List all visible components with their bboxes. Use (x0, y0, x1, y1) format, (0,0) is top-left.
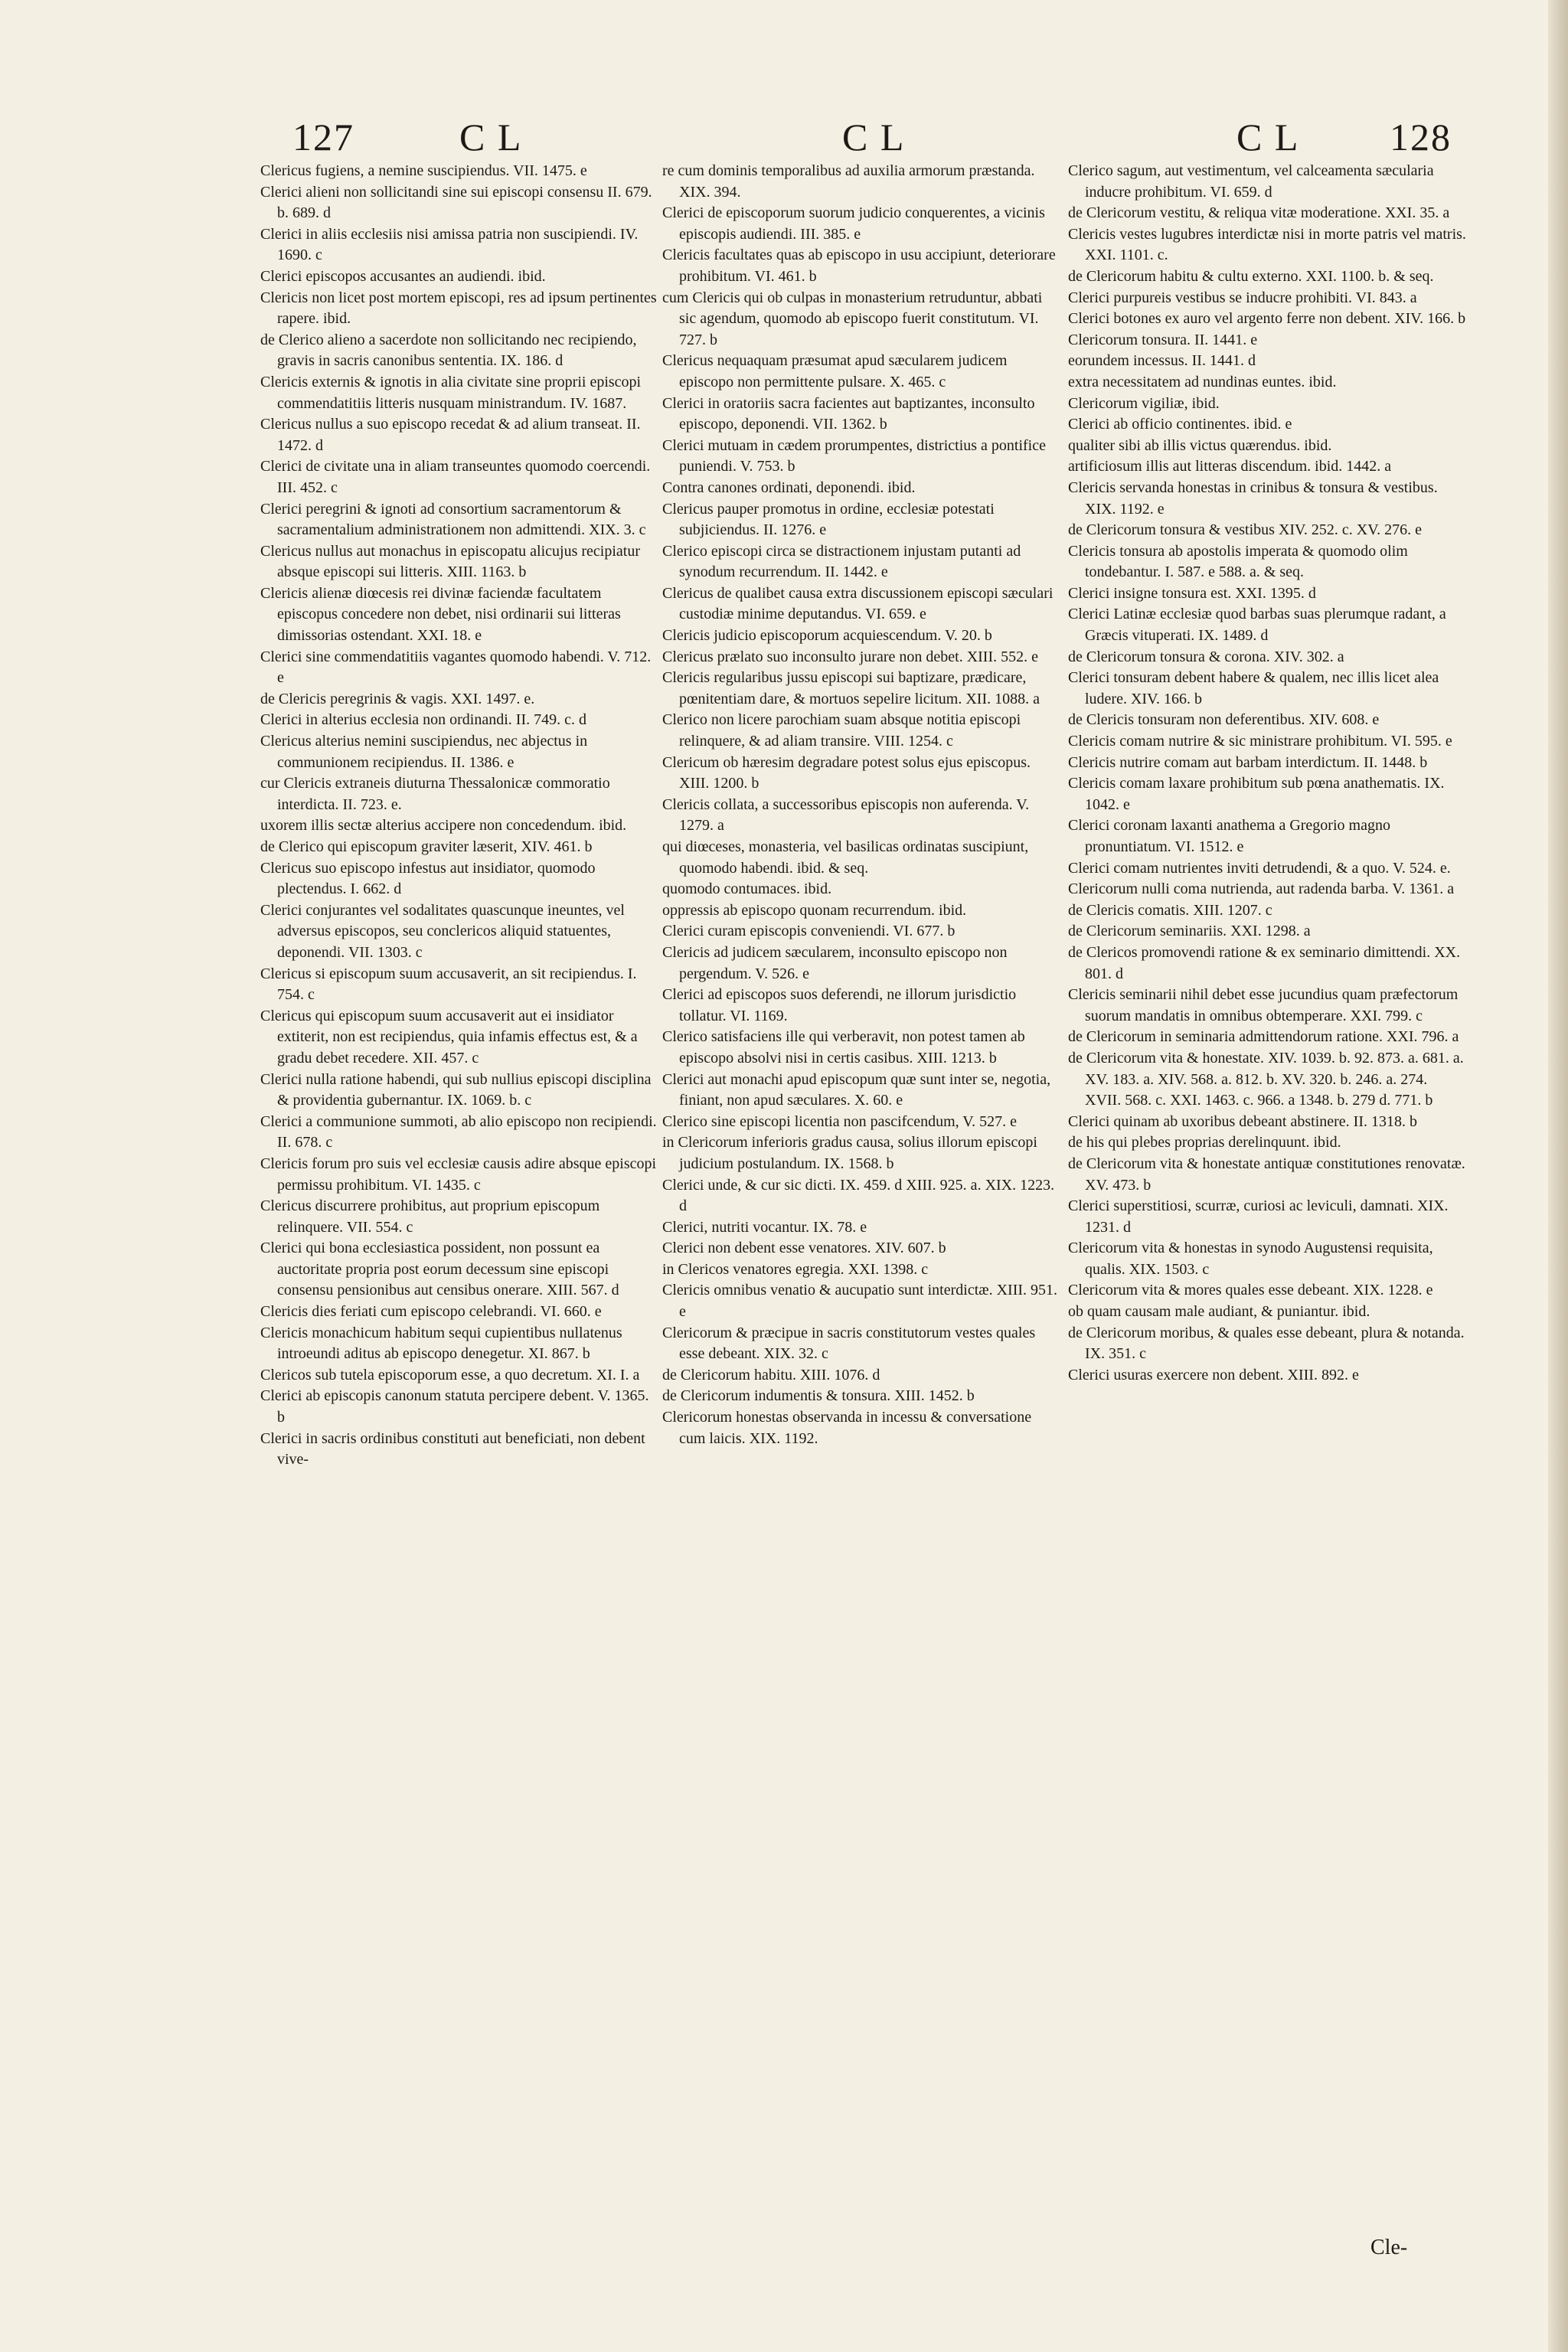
index-entry: Clerici ab officio continentes. ibid. e (1068, 416, 1292, 433)
index-entry: de Clericis comatis. XIII. 1207. c (1068, 901, 1272, 919)
running-head-center: C L (842, 116, 906, 158)
index-entry: de Clerico qui episcopum graviter læserit, XIV. 461. b (260, 838, 593, 855)
running-head-right: C L (1236, 116, 1300, 158)
page-edge (1548, 0, 1568, 2352)
index-entry: uxorem illis sectæ alterius accipere non concedendum. ibid. (260, 817, 627, 835)
index-entry: Clericorum vita & honestas in synodo Augustensi requisita, qualis. XIX. 1503. c (1068, 1240, 1433, 1278)
index-entry: ob quam causam male audiant, & puniantur. ibid. (1068, 1303, 1370, 1321)
index-entry: Clerici in aliis ecclesiis nisi amissa patria non suscipiendi. IV. 1690. c (260, 225, 639, 264)
page-number-right: 128 (1390, 116, 1452, 158)
index-entry: Clericus prælato suo inconsulto jurare non debet. XIII. 552. e (662, 648, 1038, 665)
index-column-1 (260, 161, 658, 1471)
index-entry: Clericus nequaquam præsumat apud sæcularem judicem episcopo non permittente pulsare. X. 465. c (662, 352, 1008, 390)
index-entry: de Clericorum seminariis. XXI. 1298. a (1068, 923, 1311, 940)
index-entry: Clerici de civitate una in aliam transeuntes quomodo coercendi. III. 452. c (260, 458, 651, 496)
index-entry: Clericis omnibus venatio & aucupatio sunt interdictæ. XIII. 951. e (662, 1282, 1058, 1321)
index-entry: Clericorum vigiliæ, ibid. (1068, 394, 1220, 412)
index-entry: de Clericorum vita & honestate. XIV. 1039. b. 92. 873. a. 681. a. XV. 183. a. XIV. 568. a. 812. b. XV. 320. b. 246. a. 274. XVII. 568. c. XXI. 1463. c. 966. a 1348. b. 279 d. 771. b (1068, 1049, 1464, 1109)
index-entry: Clericis comam nutrire & sic ministrare prohibitum. VI. 595. e (1068, 733, 1452, 750)
index-entry: de Clericorum in seminaria admittendorum ratione. XXI. 796. a (1068, 1028, 1459, 1046)
index-entry: Clerici mutuam in cædem prorumpentes, districtius a pontifice puniendi. V. 753. b (662, 436, 1046, 475)
index-entry: cum Clericis qui ob culpas in monasterium retruduntur, abbati sic agendum, quomodo ab episcopo fuerit constitutum. VI. 727. b (662, 289, 1043, 348)
index-entry: Clerici comam nutrientes inviti detrudendi, & a quo. V. 524. e. (1068, 859, 1451, 877)
index-entry: Clerici in sacris ordinibus constituti aut beneficiati, non debent vive- (260, 1429, 645, 1468)
index-entry: Clericus de qualibet causa extra discussionem episcopi sæculari custodiæ minime deputandus. VI. 659. e (662, 584, 1054, 623)
index-entry: Clericis alienæ diœcesis rei divinæ faciendæ facultatem episcopus concedere non debet, nisi ordinarii sui litteras dimissorias ostendant. XXI. 18. e (260, 584, 621, 645)
index-entry: Clericus discurrere prohibitus, aut proprium episcopum relinquere. VII. 554. c (260, 1197, 600, 1236)
index-entry: Clerici coronam laxanti anathema a Gregorio magno pronuntiatum. VI. 1512. e (1068, 817, 1390, 855)
index-entry: de Clericis peregrinis & vagis. XXI. 1497. e. (260, 690, 535, 707)
index-entry: eorundem incessus. II. 1441. d (1068, 352, 1256, 370)
index-entry: Clerico satisfaciens ille qui verberavit, non potest tamen ab episcopo absolvi nisi in certis casibus. XIII. 1213. b (662, 1028, 1025, 1067)
index-entry: Clericorum honestas observanda in incessu & conversatione cum laicis. XIX. 1192. (662, 1409, 1032, 1447)
index-entry: Clerici conjurantes vel sodalitates quascunque ineuntes, vel adversus episcopos, seu conclericos aliquid statuentes, deponendi. VII. 1303. c (260, 901, 625, 961)
index-entry: Clericus qui episcopum suum accusaverit aut ei insidiator extiterit, non est recipiendus, quia infamis effectus est, & a gradu debet recedere. XII. 457. c (260, 1007, 638, 1067)
index-entry: Clericis nutrire comam aut barbam interdictum. II. 1448. b (1068, 753, 1428, 771)
index-entry: Clericorum tonsura. II. 1441. e (1068, 331, 1258, 348)
index-entry: Clerici botones ex auro vel argento ferre non debent. XIV. 166. b (1068, 310, 1466, 328)
index-entry: Clericus alterius nemini suscipiendus, nec abjectus in communionem recipiendus. II. 1386. e (260, 733, 588, 771)
index-entry: Clericis servanda honestas in crinibus & tonsura & vestibus. XIX. 1192. e (1068, 479, 1438, 518)
index-entry: Clerici curam episcopis conveniendi. VI. 677. b (662, 923, 956, 940)
index-entry: Clericis externis & ignotis in alia civitate sine proprii episcopi commendatitiis litteris nusquam ministrandum. IV. 1687. (260, 373, 642, 412)
index-entry: Clericis forum pro suis vel ecclesiæ causis adire absque episcopi permissu prohibitum. VI. 1435. c (260, 1155, 657, 1194)
index-entry: Clericis facultates quas ab episcopo in usu accipiunt, deteriorare prohibitum. VI. 461. b (662, 247, 1056, 285)
index-entry: Clericum ob hæresim degradare potest solus ejus episcopus. XIII. 1200. b (662, 753, 1031, 792)
index-entry: Clerici tonsuram debent habere & qualem, nec illis licet alea ludere. XIV. 166. b (1068, 669, 1439, 707)
index-entry: Clericus suo episcopo infestus aut insidiator, quomodo plectendus. I. 662. d (260, 859, 596, 898)
index-entry: Clericus pauper promotus in ordine, ecclesiæ potestati subjiciendus. II. 1276. e (662, 500, 995, 539)
index-entry: Clerici ab episcopis canonum statuta percipere debent. V. 1365. b (260, 1387, 649, 1426)
running-head-left: C L (459, 116, 523, 158)
index-entry: Clerici, nutriti vocantur. IX. 78. e (662, 1218, 867, 1236)
index-entry: extra necessitatem ad nundinas euntes. ibid. (1068, 373, 1337, 390)
index-entry: Clerici ad episcopos suos deferendi, ne illorum jurisdictio tollatur. VI. 1169. (662, 986, 1017, 1024)
index-entry: artificiosum illis aut litteras discendum. ibid. 1442. a (1068, 458, 1392, 475)
index-entry: Clerico episcopi circa se distractionem injustam putanti ad synodum recurrendum. II. 1442. e (662, 542, 1021, 581)
index-entry: Clericus fugiens, a nemine suscipiendus. VII. 1475. e (260, 162, 587, 179)
index-entry: Clerico non licere parochiam suam absque notitia episcopi relinquere, & ad aliam transire. VIII. 1254. c (662, 711, 1021, 750)
index-entry: Clerici episcopos accusantes an audiendi. ibid. (260, 267, 546, 285)
index-entry: de Clerico alieno a sacerdote non sollicitando nec recipiendo, gravis in sacris canonibus sententia. IX. 186. d (260, 331, 637, 370)
index-entry: de Clericorum moribus, & quales esse debeant, plura & notanda. IX. 351. c (1068, 1324, 1465, 1363)
index-entry: de Clericorum habitu & cultu externo. XXI. 1100. b. & seq. (1068, 267, 1434, 285)
index-entry: Clericis non licet post mortem episcopi, res ad ipsum pertinentes rapere. ibid. (260, 289, 657, 328)
index-entry: Clericis dies feriati cum episcopo celebrandi. VI. 660. e (260, 1303, 602, 1321)
index-entry: Clerici insigne tonsura est. XXI. 1395. d (1068, 584, 1316, 602)
index-entry: quomodo contumaces. ibid. (662, 880, 832, 898)
index-entry: de Clericorum indumentis & tonsura. XIII. 1452. b (662, 1387, 975, 1405)
index-entry: de Clericorum vita & honestate antiquæ constitutiones renovatæ. XV. 473. b (1068, 1155, 1465, 1194)
index-entry: de Clericorum vestitu, & reliqua vitæ moderatione. XXI. 35. a (1068, 204, 1450, 222)
index-column-2 (662, 161, 1060, 1449)
index-entry: Clerici nulla ratione habendi, qui sub nullius episcopi disciplina & providentia gubernantur. IX. 1069. b. c (260, 1070, 652, 1109)
index-entry: qui diœceses, monasteria, vel basilicas ordinatas suscipiunt, quomodo habendi. ibid. & seq. (662, 838, 1029, 877)
index-entry: Clerici qui bona ecclesiastica possident, non possunt ea auctoritate propria post eorum decessum sine episcopi consensu pensionibus aut censibus onerare. XIII. 567. d (260, 1240, 619, 1299)
index-entry: in Clericorum inferioris gradus causa, solius illorum episcopi judicium postulandum. IX. 1568. b (662, 1134, 1037, 1172)
index-entry: de his qui plebes proprias derelinquunt. ibid. (1068, 1134, 1341, 1152)
index-entry: Clericis comam laxare prohibitum sub pœna anathematis. IX. 1042. e (1068, 775, 1445, 813)
index-entry: qualiter sibi ab illis victus quærendus. ibid. (1068, 436, 1332, 454)
index-entry: oppressis ab episcopo quonam recurrendum. ibid. (662, 901, 967, 919)
index-entry: Clerici alieni non sollicitandi sine sui episcopi consensu II. 679. b. 689. d (260, 183, 652, 222)
index-entry: Clericis vestes lugubres interdictæ nisi in morte patris vel matris. XXI. 1101. c. (1068, 225, 1466, 264)
index-entry: cur Clericis extraneis diuturna Thessalonicæ commoratio interdicta. II. 723. e. (260, 775, 610, 813)
index-entry: de Clericorum tonsura & corona. XIV. 302. a (1068, 648, 1344, 665)
index-entry: Clericis tonsura ab apostolis imperata & quomodo olim tondebantur. I. 587. e 588. a. & seq. (1068, 542, 1408, 581)
index-entry: Clericis collata, a successoribus episcopis non auferenda. V. 1279. a (662, 795, 1030, 835)
index-entry: Clericis regularibus jussu episcopi sui baptizare, prædicare, pœnitentiam dare, & mortuos sepelire licitum. XII. 1088. a (662, 669, 1040, 707)
index-entry: Clericorum nulli coma nutrienda, aut radenda barba. V. 1361. a (1068, 880, 1455, 898)
index-entry: Clerici purpureis vestibus se inducre prohibiti. VI. 843. a (1068, 289, 1417, 306)
index-entry: Clericus nullus aut monachus in episcopatu alicujus recipiatur absque episcopi sui litteris. XIII. 1163. b (260, 542, 640, 581)
index-entry: Clerici aut monachi apud episcopum quæ sunt inter se, negotia, finiant, non apud sæculares. X. 60. e (662, 1070, 1051, 1109)
index-entry: Clerici in oratoriis sacra facientes aut baptizantes, inconsulto episcopo, deponendi. VII. 1362. b (662, 394, 1035, 433)
index-entry: re cum dominis temporalibus ad auxilia armorum præstanda. XIX. 394. (662, 162, 1035, 201)
index-entry: de Clericis tonsuram non deferentibus. XIV. 608. e (1068, 711, 1380, 729)
index-entry: Clerici quinam ab uxoribus debeant abstinere. II. 1318. b (1068, 1112, 1417, 1130)
index-entry: Clericis judicio episcoporum acquiescendum. V. 20. b (662, 627, 992, 645)
index-column-3 (1068, 161, 1466, 1386)
index-entry: de Clericorum habitu. XIII. 1076. d (662, 1366, 880, 1383)
index-entry: Clerici a communione summoti, ab alio episcopo non recipiendi. II. 678. c (260, 1112, 657, 1152)
index-entry: Clerici non debent esse venatores. XIV. 607. b (662, 1240, 946, 1257)
index-entry: Clerici peregrini & ignoti ad consortium sacramentorum & sacramentalium administrationem non admittendi. XIX. 3. c (260, 500, 646, 539)
index-entry: de Clericos promovendi ratione & ex seminario dimittendi. XX. 801. d (1068, 943, 1461, 982)
index-entry: Clericis seminarii nihil debet esse jucundius quam præfectorum suorum mandatis in omnibus obtemperare. XXI. 799. c (1068, 986, 1459, 1024)
page-number-left: 127 (292, 116, 354, 158)
index-entry: Clerico sagum, aut vestimentum, vel calceamenta sæcularia inducre prohibitum. VI. 659. d (1068, 162, 1434, 201)
index-entry: Clerici sine commendatitiis vagantes quomodo habendi. V. 712. e (260, 648, 652, 687)
index-entry: Clericus nullus a suo episcopo recedat & ad alium transeat. II. 1472. d (260, 416, 641, 454)
index-entry: Clericis ad judicem sæcularem, inconsulto episcopo non pergendum. V. 526. e (662, 943, 1008, 982)
index-entry: Clerici de episcoporum suorum judicio conquerentes, a vicinis episcopis audiendi. III. 385. e (662, 204, 1045, 243)
index-entry: Clerico sine episcopi licentia non pascifcendum, V. 527. e (662, 1112, 1018, 1130)
index-entry: Clericus si episcopum suum accusaverit, an sit recipiendus. I. 754. c (260, 965, 637, 1004)
index-entry: Clerici usuras exercere non debent. XIII. 892. e (1068, 1366, 1359, 1383)
index-entry: Clerici unde, & cur sic dicti. IX. 459. d XIII. 925. a. XIX. 1223. d (662, 1176, 1055, 1215)
index-entry: Clericorum & præcipue in sacris constitutorum vestes quales esse debeant. XIX. 32. c (662, 1324, 1036, 1363)
index-entry: de Clericorum tonsura & vestibus XIV. 252. c. XV. 276. e (1068, 521, 1422, 539)
index-entry: Clerici in alterius ecclesia non ordinandi. II. 749. c. d (260, 711, 586, 729)
index-entry: Contra canones ordinati, deponendi. ibid. (662, 479, 916, 496)
index-entry: Clerici Latinæ ecclesiæ quod barbas suas plerumque radant, a Græcis vituperati. IX. 1489. d (1068, 606, 1446, 645)
index-entry: Clericis monachicum habitum sequi cupientibus nullatenus introeundi aditus ab episcopo denegetur. XI. 867. b (260, 1324, 622, 1363)
index-entry: Clericorum vita & mores quales esse debeant. XIX. 1228. e (1068, 1282, 1433, 1299)
index-entry: in Clericos venatores egregia. XXI. 1398. c (662, 1260, 929, 1278)
catchword: Cle- (1370, 2236, 1408, 2259)
index-entry: Clerici superstitiosi, scurræ, curiosi ac leviculi, damnati. XIX. 1231. d (1068, 1197, 1449, 1236)
index-entry: Clericos sub tutela episcoporum esse, a quo decretum. XI. I. a (260, 1366, 640, 1383)
